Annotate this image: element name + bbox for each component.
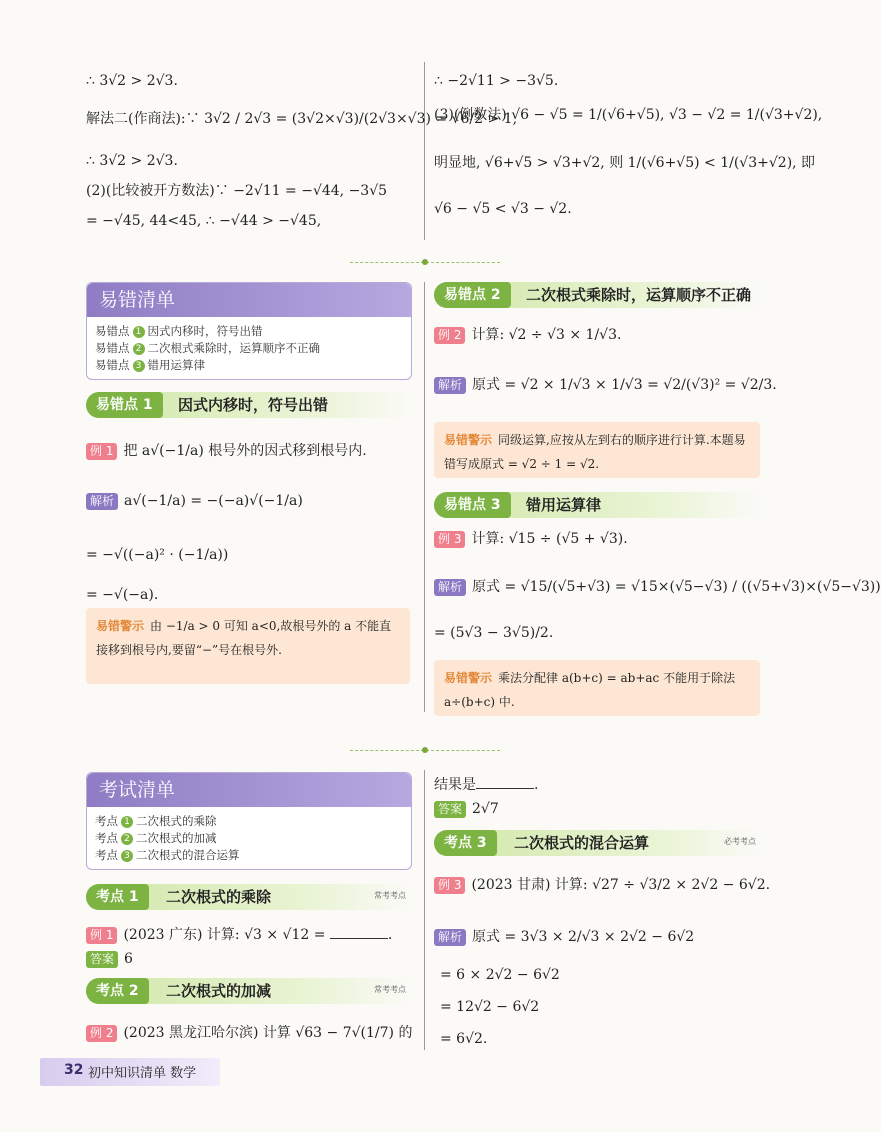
example-label: 例 3 [434,877,465,894]
answer-blank [476,774,534,789]
top-left-line-1: ∴ 3√2 > 2√3. [86,73,178,89]
exam-list-item-3[interactable]: 考点 3 二次根式的混合运算 [95,848,240,862]
example-label: 例 3 [434,531,465,548]
error-list-panel [86,282,412,380]
warning-head: 易错警示 [96,619,145,633]
key-point-3-note: 必考考点 [724,837,756,846]
err1-warning: 易错警示 由 −1/a > 0 可知 a<0,故根号外的 a 不能直接移到根号内,要留“−”号在根号外. [86,608,410,684]
analysis-label: 解析 [86,493,118,510]
top-right-line-3: 明显地, √6+√5 > √3+√2, 则 1/(√6+√5) < 1/(√3+√2), 即 [434,155,816,171]
err2-example: 例 2 计算: √2 ÷ √3 × 1/√3. [434,326,621,344]
column-separator-top [424,62,425,240]
error-list-items [95,323,320,374]
kp2-continued: 结果是 . [434,774,538,794]
kp2-example: 例 2 (2023 黑龙江哈尔滨) 计算 √63 − 7√(1/7) 的 [86,1024,412,1042]
error-point-1-label: 易错点 1 [86,392,163,418]
number-badge-icon: 1 [121,816,133,828]
kp3-example: 例 3 (2023 甘肃) 计算: √27 ÷ √3/2 × 2√2 − 6√2. [434,876,770,894]
answer-label: 答案 [434,801,466,818]
top-right-line-1: ∴ −2√11 > −3√5. [434,73,559,89]
top-left-line-5: = −√45, 44<45, ∴ −√44 > −√45, [86,213,322,229]
example-label: 例 1 [86,927,117,944]
key-point-3-label: 考点 3 [434,830,497,856]
answer-blank [330,924,388,939]
err1-analysis-3: = −√(−a). [86,587,159,603]
answer-label: 答案 [86,951,118,968]
number-badge-icon: 3 [133,360,145,372]
key-point-1-note: 常考考点 [374,891,406,900]
error-point-2-header [434,282,760,308]
exam-list-items [95,813,240,864]
example-label: 例 1 [86,443,117,460]
error-list-item-3[interactable]: 易错点 3 错用运算律 [95,358,205,372]
analysis-label: 解析 [434,579,466,596]
kp3-analysis-2: = 6 × 2√2 − 6√2 [440,967,560,983]
key-point-1-title: 二次根式的乘除 [166,888,272,906]
err3-analysis-1: 解析 原式 = √15/(√5+√3) = √15×(√5−√3) / ((√5+√3)×(√5−√3)) [434,578,881,596]
key-point-1-header [86,884,410,910]
err1-analysis-1: 解析 a√(−1/a) = −(−a)√(−1/a) [86,492,303,510]
book-title: 初中知识清单 数学 [88,1066,197,1081]
kp1-example: 例 1 (2023 广东) 计算: √3 × √12 = . [86,924,392,944]
example-label: 例 2 [86,1025,117,1042]
number-badge-icon: 3 [121,850,133,862]
column-separator-bottom [424,770,425,1050]
number-badge-icon: 2 [121,833,133,845]
key-point-2-title: 二次根式的加减 [166,982,272,1000]
error-point-3-header [434,492,760,518]
section-divider-dot-2 [422,747,428,753]
key-point-3-title: 二次根式的混合运算 [514,834,650,852]
err2-warning: 易错警示 同级运算,应按从左到右的顺序进行计算.本题易错写成原式 = √2 ÷ 1 = √2. [434,422,760,478]
analysis-label: 解析 [434,929,466,946]
err2-analysis: 解析 原式 = √2 × 1/√3 × 1/√3 = √2/(√3)² = √2/3. [434,376,777,394]
number-badge-icon: 1 [133,326,145,338]
err3-example: 例 3 计算: √15 ÷ (√5 + √3). [434,530,628,548]
error-point-2-title: 二次根式乘除时，运算顺序不正确 [526,286,752,304]
page-number: 32 [64,1062,84,1078]
key-point-3-header [434,830,760,856]
warning-head: 易错警示 [444,671,493,685]
top-right-line-2: (3)(倒数法) √6 − √5 = 1/(√6+√5), √3 − √2 = 1/(√3+√2), [434,107,823,123]
analysis-label: 解析 [434,377,466,394]
column-separator-middle [424,282,425,712]
number-badge-icon: 2 [133,343,145,355]
section-divider-dot-1 [422,259,428,265]
err3-warning: 易错警示 乘法分配律 a(b+c) = ab+ac 不能用于除法 a÷(b+c) 中. [434,660,760,716]
key-point-2-note: 常考考点 [374,985,406,994]
top-left-line-3: ∴ 3√2 > 2√3. [86,153,178,169]
error-point-2-label: 易错点 2 [434,282,511,308]
kp3-analysis-4: = 6√2. [440,1031,488,1047]
error-list-item-1[interactable]: 易错点 1 因式内移时，符号出错 [95,324,263,338]
warning-head: 易错警示 [444,433,493,447]
exam-list-title: 考试清单 [87,773,411,807]
exam-list-item-2[interactable]: 考点 2 二次根式的加减 [95,831,217,845]
error-list-item-2[interactable]: 易错点 2 二次根式乘除时，运算顺序不正确 [95,341,320,355]
kp3-analysis-3: = 12√2 − 6√2 [440,999,540,1015]
err1-example: 例 1 把 a√(−1/a) 根号外的因式移到根号内. [86,442,367,460]
err3-analysis-2: = (5√3 − 3√5)/2. [434,625,554,641]
kp3-analysis-1: 解析 原式 = 3√3 × 2/√3 × 2√2 − 6√2 [434,928,694,946]
key-point-1-label: 考点 1 [86,884,149,910]
kp2-answer: 答案 2√7 [434,800,499,818]
top-left-line-4: (2)(比较被开方数法)∵ −2√11 = −√44, −3√5 [86,183,388,199]
key-point-2-header [86,978,410,1004]
top-right-line-4: √6 − √5 < √3 − √2. [434,201,572,217]
error-point-3-title: 错用运算律 [526,496,602,514]
error-list-title: 易错清单 [87,283,411,317]
kp1-answer: 答案 6 [86,950,133,968]
top-left-line-2: 解法二(作商法):∵ 3√2 / 2√3 = (3√2×√3)/(2√3×√3) = √6/2 > 1, [86,111,518,127]
err1-analysis-2: = −√((−a)² · (−1/a)) [86,547,229,563]
error-point-1-header [86,392,410,418]
error-point-1-title: 因式内移时，符号出错 [178,396,329,414]
example-label: 例 2 [434,327,465,344]
error-point-3-label: 易错点 3 [434,492,511,518]
exam-list-panel [86,772,412,870]
exam-list-item-1[interactable]: 考点 1 二次根式的乘除 [95,814,217,828]
key-point-2-label: 考点 2 [86,978,149,1004]
